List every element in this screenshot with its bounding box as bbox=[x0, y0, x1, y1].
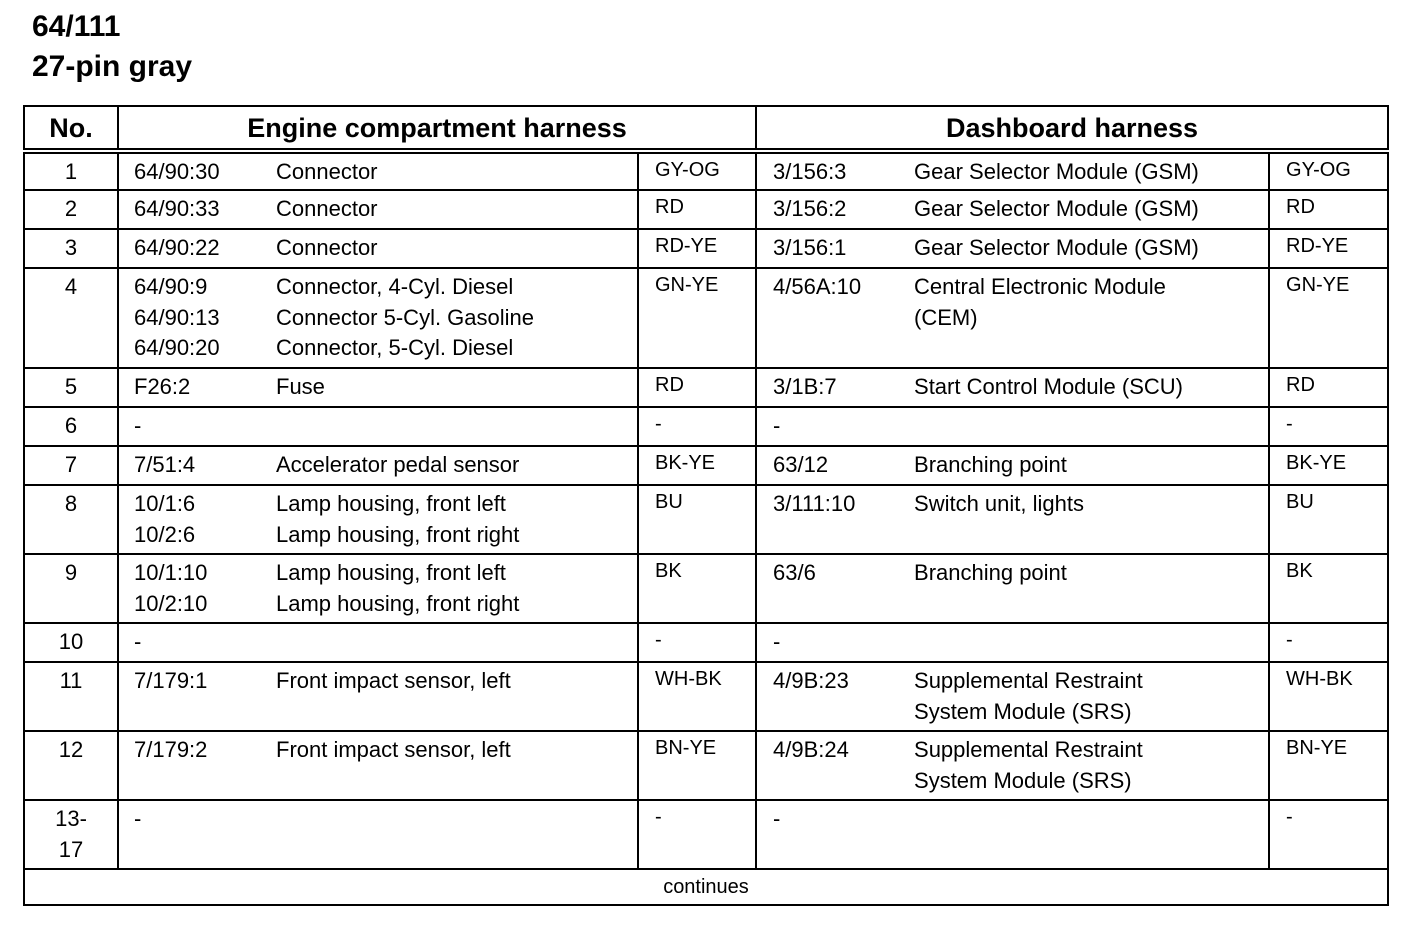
table-row bbox=[24, 554, 1388, 623]
engine-line bbox=[119, 157, 637, 188]
dashboard-terminal-code bbox=[757, 766, 914, 797]
dashboard-connection bbox=[756, 485, 1269, 554]
table-body bbox=[24, 151, 1388, 869]
dashboard-line bbox=[757, 194, 1268, 225]
dashboard-wire-color: RD-YE bbox=[1269, 229, 1388, 268]
header-engine-harness: Engine compartment harness bbox=[118, 106, 756, 151]
engine-terminal-code: 10/2:6 bbox=[134, 521, 196, 547]
engine-line bbox=[119, 520, 637, 551]
dashboard-line bbox=[757, 233, 1268, 264]
dashboard-line bbox=[757, 804, 1268, 835]
dashboard-terminal-code: - bbox=[773, 413, 781, 438]
engine-line bbox=[119, 303, 637, 334]
engine-connection bbox=[118, 446, 638, 485]
dashboard-line bbox=[757, 372, 1268, 403]
dashboard-component: (CEM) bbox=[914, 304, 978, 330]
table-row bbox=[24, 190, 1388, 229]
engine-component: Connector, 5-Cyl. Diesel bbox=[276, 335, 514, 360]
dashboard-component: Gear Selector Module (GSM) bbox=[914, 196, 1199, 221]
dashboard-terminal-code bbox=[757, 697, 914, 728]
engine-component: Connector, 4-Cyl. Diesel bbox=[276, 274, 514, 299]
table-row bbox=[24, 623, 1388, 662]
pin-number: 2 bbox=[24, 190, 118, 229]
pin-number: 3 bbox=[24, 229, 118, 268]
pin-number: 8 bbox=[24, 485, 118, 554]
dashboard-terminal-code: 3/1B:7 bbox=[773, 374, 837, 399]
pin-number: 5 bbox=[24, 368, 118, 407]
table-row bbox=[24, 229, 1388, 268]
engine-wire-color: BK bbox=[638, 554, 756, 623]
engine-component: Connector bbox=[276, 196, 378, 221]
table-row bbox=[24, 151, 1388, 190]
engine-connection bbox=[118, 554, 638, 623]
engine-line bbox=[119, 372, 637, 403]
dashboard-connection bbox=[756, 407, 1269, 446]
dashboard-wire-color: GN-YE bbox=[1269, 268, 1388, 368]
dashboard-line bbox=[757, 697, 1268, 728]
dashboard-line bbox=[757, 157, 1268, 188]
table-footer-row bbox=[24, 869, 1388, 905]
engine-line bbox=[119, 627, 637, 658]
engine-connection bbox=[118, 407, 638, 446]
dashboard-terminal-code: 3/156:2 bbox=[773, 196, 847, 221]
engine-component: Lamp housing, front right bbox=[276, 590, 520, 616]
engine-connection bbox=[118, 485, 638, 554]
dashboard-wire-color: - bbox=[1269, 407, 1388, 446]
engine-terminal-code: 64/90:9 bbox=[134, 274, 208, 299]
engine-line bbox=[119, 233, 637, 264]
dashboard-terminal-code: 3/156:3 bbox=[773, 159, 847, 184]
dashboard-line bbox=[757, 558, 1268, 589]
engine-component: Lamp housing, front left bbox=[276, 491, 506, 516]
engine-connection bbox=[118, 731, 638, 800]
pin-number: 13- 17 bbox=[24, 800, 118, 869]
table-row bbox=[24, 731, 1388, 800]
engine-component: Front impact sensor, left bbox=[276, 668, 511, 693]
dashboard-component: Supplemental Restraint bbox=[914, 668, 1143, 693]
engine-line bbox=[119, 194, 637, 225]
dashboard-line bbox=[757, 627, 1268, 658]
engine-connection bbox=[118, 229, 638, 268]
engine-terminal-code: - bbox=[134, 806, 142, 831]
dashboard-terminal-code: 3/156:1 bbox=[773, 235, 847, 260]
dashboard-connection bbox=[756, 229, 1269, 268]
dashboard-line bbox=[757, 272, 1268, 303]
table-header-row bbox=[24, 106, 1388, 151]
engine-connection bbox=[118, 190, 638, 229]
dashboard-line bbox=[757, 489, 1268, 520]
engine-terminal-code: 7/179:1 bbox=[134, 668, 208, 693]
dashboard-component: Central Electronic Module bbox=[914, 274, 1166, 299]
dashboard-line bbox=[757, 411, 1268, 442]
pin-number: 7 bbox=[24, 446, 118, 485]
pin-number: 6 bbox=[24, 407, 118, 446]
engine-terminal-code: - bbox=[134, 629, 142, 654]
engine-wire-color: GN-YE bbox=[638, 268, 756, 368]
pin-number: 10 bbox=[24, 623, 118, 662]
engine-wire-color: RD-YE bbox=[638, 229, 756, 268]
dashboard-component: Supplemental Restraint bbox=[914, 737, 1143, 762]
pin-number: 1 bbox=[24, 151, 118, 190]
dashboard-terminal-code: 3/111:10 bbox=[773, 491, 856, 516]
table-row bbox=[24, 268, 1388, 368]
engine-terminal-code: 64/90:20 bbox=[134, 335, 220, 360]
dashboard-wire-color: - bbox=[1269, 623, 1388, 662]
dashboard-component: Gear Selector Module (GSM) bbox=[914, 159, 1199, 184]
engine-wire-color: RD bbox=[638, 368, 756, 407]
dashboard-wire-color: GY-OG bbox=[1269, 151, 1388, 190]
engine-wire-color: BK-YE bbox=[638, 446, 756, 485]
table-row bbox=[24, 368, 1388, 407]
engine-connection bbox=[118, 623, 638, 662]
engine-line bbox=[119, 272, 637, 303]
dashboard-wire-color: RD bbox=[1269, 368, 1388, 407]
connector-description: 27-pin gray bbox=[32, 50, 193, 83]
engine-wire-color: - bbox=[638, 800, 756, 869]
dashboard-wire-color: BK bbox=[1269, 554, 1388, 623]
dashboard-line bbox=[757, 303, 1268, 334]
engine-line bbox=[119, 804, 637, 835]
dashboard-connection bbox=[756, 731, 1269, 800]
table-row bbox=[24, 800, 1388, 869]
engine-connection bbox=[118, 800, 638, 869]
header-dashboard-harness: Dashboard harness bbox=[756, 106, 1388, 151]
dashboard-line bbox=[757, 735, 1268, 766]
engine-component: Accelerator pedal sensor bbox=[276, 452, 520, 477]
dashboard-component: Branching point bbox=[914, 452, 1067, 477]
pin-number: 11 bbox=[24, 662, 118, 731]
table-row bbox=[24, 485, 1388, 554]
dashboard-component: Switch unit, lights bbox=[914, 491, 1084, 516]
table-row bbox=[24, 446, 1388, 485]
engine-line bbox=[119, 666, 637, 697]
engine-component: Lamp housing, front left bbox=[276, 560, 506, 585]
dashboard-component: System Module (SRS) bbox=[914, 767, 1132, 793]
engine-wire-color: GY-OG bbox=[638, 151, 756, 190]
dashboard-line bbox=[757, 766, 1268, 797]
engine-wire-color: WH-BK bbox=[638, 662, 756, 731]
engine-terminal-code: F26:2 bbox=[134, 374, 191, 399]
engine-connection bbox=[118, 151, 638, 190]
engine-terminal-code: 64/90:30 bbox=[134, 159, 220, 184]
engine-line bbox=[119, 735, 637, 766]
dashboard-connection bbox=[756, 623, 1269, 662]
engine-component: Connector 5-Cyl. Gasoline bbox=[276, 304, 535, 330]
engine-line bbox=[119, 450, 637, 481]
dashboard-component: Branching point bbox=[914, 560, 1067, 585]
dashboard-connection bbox=[756, 662, 1269, 731]
engine-terminal-code: 7/179:2 bbox=[134, 737, 208, 762]
dashboard-wire-color: BN-YE bbox=[1269, 731, 1388, 800]
dashboard-terminal-code: - bbox=[773, 629, 781, 654]
engine-component: Connector bbox=[276, 159, 378, 184]
dashboard-connection bbox=[756, 800, 1269, 869]
engine-wire-color: - bbox=[638, 623, 756, 662]
engine-component: Fuse bbox=[276, 374, 325, 399]
pin-number: 9 bbox=[24, 554, 118, 623]
header-no: No. bbox=[24, 106, 118, 151]
engine-connection bbox=[118, 368, 638, 407]
engine-wire-color: BN-YE bbox=[638, 731, 756, 800]
dashboard-terminal-code bbox=[757, 303, 914, 334]
dashboard-line bbox=[757, 666, 1268, 697]
engine-line bbox=[119, 589, 637, 620]
engine-terminal-code: 10/2:10 bbox=[134, 590, 208, 616]
engine-component: Lamp housing, front right bbox=[276, 521, 520, 547]
engine-wire-color: - bbox=[638, 407, 756, 446]
engine-connection bbox=[118, 268, 638, 368]
dashboard-terminal-code: 4/56A:10 bbox=[773, 274, 862, 299]
table-row bbox=[24, 662, 1388, 731]
engine-line bbox=[119, 411, 637, 442]
dashboard-connection bbox=[756, 368, 1269, 407]
engine-component: Connector bbox=[276, 235, 378, 260]
dashboard-component: Gear Selector Module (GSM) bbox=[914, 235, 1199, 260]
dashboard-connection bbox=[756, 268, 1269, 368]
engine-terminal-code: 64/90:22 bbox=[134, 235, 220, 260]
continues-note: continues bbox=[24, 869, 1388, 905]
dashboard-connection bbox=[756, 151, 1269, 190]
engine-terminal-code: 10/1:6 bbox=[134, 491, 196, 516]
engine-wire-color: BU bbox=[638, 485, 756, 554]
dashboard-component: Start Control Module (SCU) bbox=[914, 374, 1183, 399]
connector-id: 64/111 bbox=[32, 10, 121, 43]
engine-line bbox=[119, 333, 637, 364]
dashboard-wire-color: BK-YE bbox=[1269, 446, 1388, 485]
dashboard-terminal-code: 63/6 bbox=[773, 560, 816, 585]
engine-component: Front impact sensor, left bbox=[276, 737, 511, 762]
engine-wire-color: RD bbox=[638, 190, 756, 229]
dashboard-terminal-code: 63/12 bbox=[773, 452, 829, 477]
dashboard-wire-color: BU bbox=[1269, 485, 1388, 554]
pin-number: 4 bbox=[24, 268, 118, 368]
dashboard-terminal-code: 4/9B:23 bbox=[773, 668, 849, 693]
engine-connection bbox=[118, 662, 638, 731]
engine-terminal-code: 10/1:10 bbox=[134, 560, 208, 585]
dashboard-terminal-code: 4/9B:24 bbox=[773, 737, 849, 762]
dashboard-wire-color: - bbox=[1269, 800, 1388, 869]
pinout-table bbox=[23, 105, 1389, 906]
dashboard-component: System Module (SRS) bbox=[914, 698, 1132, 724]
dashboard-line bbox=[757, 450, 1268, 481]
engine-terminal-code: 64/90:13 bbox=[134, 304, 220, 330]
dashboard-connection bbox=[756, 446, 1269, 485]
engine-line bbox=[119, 489, 637, 520]
engine-terminal-code: 7/51:4 bbox=[134, 452, 196, 477]
table-row bbox=[24, 407, 1388, 446]
pin-number: 12 bbox=[24, 731, 118, 800]
dashboard-connection bbox=[756, 554, 1269, 623]
dashboard-connection bbox=[756, 190, 1269, 229]
engine-terminal-code: - bbox=[134, 413, 142, 438]
dashboard-wire-color: WH-BK bbox=[1269, 662, 1388, 731]
engine-line bbox=[119, 558, 637, 589]
dashboard-wire-color: RD bbox=[1269, 190, 1388, 229]
engine-terminal-code: 64/90:33 bbox=[134, 196, 220, 221]
dashboard-terminal-code: - bbox=[773, 806, 781, 831]
